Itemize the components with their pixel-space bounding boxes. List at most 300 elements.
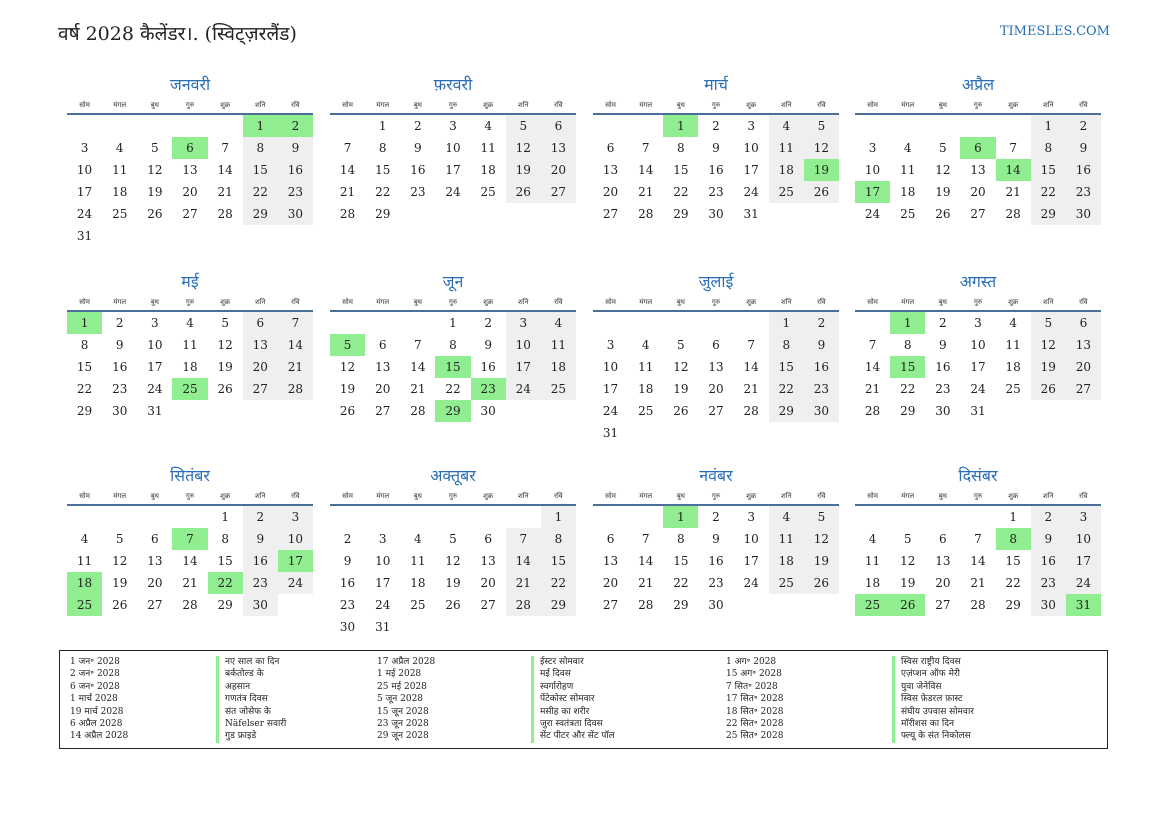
- day-cell: 6: [1066, 312, 1101, 334]
- day-cell: 10: [970, 338, 986, 352]
- day-cell: 21: [970, 576, 986, 590]
- day-cell: 11: [900, 163, 916, 177]
- empty-cell: [471, 506, 506, 528]
- day-cell: 3: [747, 119, 755, 133]
- day-cell: 16: [480, 360, 496, 374]
- holiday-day-cell: 14: [996, 159, 1031, 181]
- day-cell: 14: [410, 360, 426, 374]
- day-cell: 18: [182, 360, 198, 374]
- day-cell: 6: [606, 141, 615, 155]
- weekday-label: मंगल: [113, 100, 127, 109]
- holiday-day-cell: 1: [890, 312, 925, 334]
- weekday-header: [330, 97, 576, 115]
- day-cell: 14: [864, 360, 881, 374]
- holiday-name: फ्ल्यू के संत निकोलस: [901, 731, 971, 742]
- day-cell: 15: [76, 360, 93, 374]
- day-cell: 5: [903, 532, 912, 546]
- day-grid: [67, 115, 313, 247]
- day-cell: 18: [112, 185, 128, 199]
- empty-cell: [102, 115, 137, 137]
- day-cell: 28: [970, 598, 986, 612]
- day-cell: 8: [449, 338, 457, 352]
- day-cell: 11: [864, 554, 881, 568]
- day-cell: 18: [900, 185, 916, 199]
- day-cell: 10: [1066, 528, 1101, 550]
- day-cell: 19: [112, 576, 128, 590]
- day-cell: 27: [1066, 378, 1101, 400]
- day-cell: 8: [221, 532, 229, 546]
- day-cell: 27: [480, 598, 496, 612]
- day-cell: 13: [1066, 334, 1101, 356]
- day-cell: 2: [115, 316, 124, 330]
- day-cell: 23: [278, 181, 313, 203]
- day-cell: 16: [112, 360, 128, 374]
- day-cell: 24: [864, 207, 881, 221]
- holiday-day-cell: 23: [471, 378, 506, 400]
- holiday-date: 17 सित॰ 2028: [726, 694, 784, 705]
- weekday-label: मंगल: [376, 100, 390, 109]
- day-grid: [593, 115, 839, 225]
- weekday-label: शुक्र: [1008, 100, 1019, 109]
- empty-cell: [593, 115, 628, 137]
- day-cell: 4: [641, 338, 650, 352]
- holiday-date: 15 अग॰ 2028: [726, 669, 782, 680]
- day-cell: 3: [1066, 506, 1101, 528]
- day-cell: 13: [708, 360, 724, 374]
- day-cell: 20: [147, 576, 163, 590]
- day-cell: 20: [541, 159, 576, 181]
- page-title: वर्ष 2028 कैलेंडर।. (स्विट्ज़रलैंड): [58, 23, 297, 45]
- holiday-day-cell: 2: [278, 115, 313, 137]
- day-cell: 11: [1005, 338, 1021, 352]
- day-cell: 29: [217, 598, 233, 612]
- holiday-name: स्विस राष्ट्रीय दिवस: [901, 657, 961, 667]
- day-cell: 21: [410, 382, 426, 396]
- day-cell: 25: [1005, 382, 1021, 396]
- day-cell: 31: [147, 404, 163, 418]
- day-cell: 16: [1066, 159, 1101, 181]
- day-cell: 13: [970, 163, 986, 177]
- day-cell: 8: [769, 334, 804, 356]
- month-name: दिसंबर: [958, 466, 998, 485]
- day-cell: 4: [80, 532, 89, 546]
- holiday-name: संत जोसेफ के: [225, 706, 271, 717]
- day-cell: 24: [375, 598, 391, 612]
- day-cell: 12: [112, 554, 128, 568]
- weekday-label: रवि: [554, 100, 563, 109]
- day-cell: 1: [1031, 115, 1066, 137]
- weekday-label: शनि: [255, 100, 266, 109]
- holiday-name: संघीय उपवास सोमवार: [901, 706, 974, 717]
- day-cell: 3: [606, 338, 615, 352]
- day-cell: 5: [506, 115, 541, 137]
- holiday-day-cell: 7: [172, 528, 207, 550]
- day-cell: 21: [1005, 185, 1021, 199]
- day-grid: [67, 506, 313, 616]
- weekday-label: गुरु: [185, 297, 195, 306]
- day-cell: 16: [1031, 550, 1066, 572]
- holiday-day-cell: 18: [67, 572, 102, 594]
- day-cell: 28: [743, 404, 759, 418]
- day-cell: 9: [804, 334, 839, 356]
- day-cell: 15: [673, 163, 689, 177]
- day-cell: 27: [243, 378, 278, 400]
- day-cell: 20: [182, 185, 198, 199]
- empty-cell: [365, 506, 400, 528]
- day-cell: 10: [278, 528, 313, 550]
- day-cell: 22: [445, 382, 461, 396]
- holiday-day-cell: 19: [804, 159, 839, 181]
- holiday-names-col-2: [531, 656, 615, 743]
- day-cell: 12: [673, 360, 689, 374]
- day-cell: 30: [708, 598, 724, 612]
- weekday-label: रवि: [1079, 491, 1088, 500]
- day-cell: 27: [182, 207, 198, 221]
- weekday-label: गुरु: [973, 100, 983, 109]
- day-cell: 29: [769, 400, 804, 422]
- day-cell: 7: [414, 338, 422, 352]
- month-name: जुलाई: [698, 272, 734, 291]
- day-cell: 17: [743, 163, 759, 177]
- day-cell: 8: [677, 141, 685, 155]
- day-cell: 17: [970, 360, 986, 374]
- holiday-date: 1 मई 2028: [377, 669, 422, 680]
- day-cell: 16: [410, 163, 426, 177]
- day-cell: 19: [217, 360, 233, 374]
- day-cell: 21: [182, 576, 198, 590]
- holiday-day-cell: 8: [996, 528, 1031, 550]
- empty-cell: [855, 115, 890, 137]
- day-cell: 25: [541, 378, 576, 400]
- day-cell: 17: [375, 576, 391, 590]
- day-cell: 7: [641, 532, 650, 546]
- empty-cell: [925, 115, 960, 137]
- day-cell: 18: [769, 550, 804, 572]
- day-cell: 16: [935, 360, 951, 374]
- empty-cell: [67, 506, 102, 528]
- weekday-label: शुक्र: [746, 297, 757, 306]
- holiday-dates-col-2: [377, 656, 435, 743]
- day-cell: 8: [243, 137, 278, 159]
- day-cell: 25: [112, 207, 128, 221]
- day-cell: 28: [217, 207, 233, 221]
- weekday-label: शुक्र: [746, 100, 757, 109]
- month-name: नवंबर: [699, 466, 733, 485]
- holiday-name: मॉरीशस का दिन: [901, 718, 954, 729]
- day-cell: 18: [769, 159, 804, 181]
- weekday-label: सोम: [79, 100, 90, 109]
- day-cell: 26: [935, 207, 951, 221]
- holiday-date: 18 सित॰ 2028: [726, 706, 784, 717]
- day-cell: 19: [506, 159, 541, 181]
- day-cell: 11: [769, 528, 804, 550]
- day-cell: 31: [602, 426, 619, 440]
- holiday-date: 6 अप्रैल 2028: [70, 718, 123, 729]
- weekday-label: रवि: [817, 297, 826, 306]
- holiday-day-cell: 5: [330, 334, 365, 356]
- day-cell: 14: [638, 554, 654, 568]
- weekday-label: बुध: [676, 297, 685, 306]
- weekday-label: रवि: [291, 297, 300, 306]
- day-cell: 5: [1031, 312, 1066, 334]
- empty-cell: [628, 506, 663, 528]
- day-cell: 25: [410, 598, 426, 612]
- day-cell: 21: [638, 576, 654, 590]
- day-cell: 12: [445, 554, 461, 568]
- empty-cell: [330, 506, 365, 528]
- day-cell: 19: [339, 382, 356, 396]
- site-link[interactable]: TIMESLES.COM: [999, 24, 1110, 39]
- day-cell: 29: [76, 404, 93, 418]
- day-cell: 8: [1031, 137, 1066, 159]
- day-cell: 1: [541, 506, 576, 528]
- day-cell: 7: [343, 141, 352, 155]
- day-cell: 11: [541, 334, 576, 356]
- weekday-label: बुध: [413, 297, 422, 306]
- day-cell: 24: [147, 382, 163, 396]
- day-cell: 19: [673, 382, 689, 396]
- day-cell: 30: [804, 400, 839, 422]
- holiday-date: 5 जून 2028: [377, 694, 424, 705]
- day-cell: 2: [712, 119, 720, 133]
- day-cell: 31: [375, 620, 391, 634]
- weekday-label: मंगल: [639, 297, 653, 306]
- day-cell: 5: [221, 316, 229, 330]
- day-cell: 26: [673, 404, 689, 418]
- day-cell: 7: [747, 338, 755, 352]
- day-cell: 1: [221, 510, 229, 524]
- day-cell: 30: [112, 404, 128, 418]
- month-block: [330, 464, 576, 638]
- empty-cell: [890, 115, 925, 137]
- day-cell: 25: [900, 207, 916, 221]
- day-cell: 4: [769, 506, 804, 528]
- weekday-header: [67, 488, 313, 506]
- day-cell: 4: [769, 115, 804, 137]
- day-cell: 18: [480, 163, 496, 177]
- day-cell: 3: [278, 506, 313, 528]
- day-grid: [330, 312, 576, 422]
- weekday-label: गुरु: [448, 297, 458, 306]
- weekday-label: रवि: [1079, 100, 1088, 109]
- day-cell: 4: [868, 532, 877, 546]
- holiday-day-cell: 1: [663, 506, 698, 528]
- day-cell: 3: [80, 141, 89, 155]
- day-cell: 26: [804, 572, 839, 594]
- holiday-name: नए साल का दिन: [225, 657, 280, 667]
- day-cell: 6: [712, 338, 720, 352]
- day-cell: 10: [76, 163, 93, 177]
- holiday-date: 14 अप्रैल 2028: [70, 731, 129, 742]
- day-cell: 6: [541, 115, 576, 137]
- weekday-label: बुध: [938, 491, 947, 500]
- holiday-name: गुड फ्राइडे: [225, 731, 257, 742]
- day-cell: 1: [378, 119, 387, 133]
- day-cell: 20: [708, 382, 724, 396]
- day-cell: 30: [480, 404, 496, 418]
- day-cell: 10: [506, 334, 541, 356]
- day-cell: 17: [445, 163, 461, 177]
- weekday-label: शनि: [1043, 297, 1054, 306]
- day-cell: 21: [278, 356, 313, 378]
- day-cell: 29: [1031, 203, 1066, 225]
- month-name: मार्च: [704, 75, 728, 94]
- weekday-label: गुरु: [973, 297, 983, 306]
- day-cell: 9: [343, 554, 352, 568]
- weekday-label: गुरु: [711, 100, 721, 109]
- month-name: अप्रैल: [961, 75, 995, 94]
- month-block: [855, 464, 1101, 616]
- day-grid: [855, 506, 1101, 616]
- weekday-label: सोम: [79, 491, 90, 500]
- weekday-label: गुरु: [185, 100, 195, 109]
- weekday-label: बुध: [150, 297, 159, 306]
- weekday-header: [330, 488, 576, 506]
- day-cell: 21: [743, 382, 759, 396]
- day-cell: 5: [151, 141, 159, 155]
- holiday-date: 23 जून 2028: [377, 718, 429, 729]
- weekday-label: शुक्र: [746, 491, 757, 500]
- weekday-label: गुरु: [448, 100, 458, 109]
- weekday-header: [593, 97, 839, 115]
- day-cell: 1: [769, 312, 804, 334]
- day-cell: 17: [147, 360, 163, 374]
- day-cell: 11: [112, 163, 128, 177]
- weekday-label: सोम: [867, 297, 878, 306]
- holiday-name: सेंट पीटर और सेंट पॉल: [540, 731, 615, 742]
- day-cell: 19: [804, 550, 839, 572]
- weekday-label: बुध: [676, 100, 685, 109]
- weekday-label: शुक्र: [483, 297, 494, 306]
- day-cell: 24: [506, 378, 541, 400]
- day-cell: 9: [712, 141, 720, 155]
- day-cell: 31: [970, 404, 986, 418]
- weekday-label: मंगल: [901, 100, 915, 109]
- holiday-day-cell: 1: [67, 312, 102, 334]
- empty-cell: [960, 506, 995, 528]
- day-cell: 5: [449, 532, 457, 546]
- holiday-date: 22 सित॰ 2028: [726, 718, 784, 729]
- day-cell: 2: [1066, 115, 1101, 137]
- day-cell: 31: [743, 207, 759, 221]
- weekday-header: [330, 294, 576, 312]
- day-cell: 22: [1031, 181, 1066, 203]
- day-cell: 16: [243, 550, 278, 572]
- weekday-label: शनि: [781, 491, 792, 500]
- day-cell: 22: [375, 185, 391, 199]
- holiday-day-cell: 25: [67, 594, 102, 616]
- day-cell: 15: [243, 159, 278, 181]
- day-cell: 9: [484, 338, 492, 352]
- day-cell: 20: [935, 576, 951, 590]
- holiday-date: 17 अप्रैल 2028: [377, 657, 436, 667]
- day-cell: 3: [974, 316, 982, 330]
- day-cell: 24: [1066, 572, 1101, 594]
- day-cell: 3: [747, 510, 755, 524]
- day-cell: 20: [243, 356, 278, 378]
- day-cell: 14: [182, 554, 198, 568]
- day-cell: 23: [708, 185, 724, 199]
- day-cell: 2: [712, 510, 720, 524]
- month-block: [593, 464, 839, 616]
- day-cell: 31: [76, 229, 93, 243]
- holiday-day-cell: 22: [208, 572, 243, 594]
- day-cell: 7: [221, 141, 229, 155]
- holiday-date: 7 सित॰ 2028: [726, 681, 778, 692]
- day-cell: 1: [449, 316, 457, 330]
- day-cell: 10: [147, 338, 163, 352]
- weekday-header: [67, 294, 313, 312]
- day-cell: 4: [414, 532, 422, 546]
- day-cell: 24: [602, 404, 619, 418]
- month-block: [330, 73, 576, 225]
- month-block: [593, 73, 839, 225]
- day-cell: 28: [638, 598, 654, 612]
- day-cell: 13: [541, 137, 576, 159]
- weekday-label: बुध: [413, 491, 422, 500]
- weekday-label: मंगल: [113, 297, 127, 306]
- day-cell: 28: [506, 594, 541, 616]
- weekday-label: सोम: [867, 100, 878, 109]
- empty-cell: [330, 115, 365, 137]
- day-cell: 27: [147, 598, 163, 612]
- weekday-label: बुध: [676, 491, 685, 500]
- day-cell: 2: [484, 316, 492, 330]
- month-block: [67, 73, 313, 247]
- holiday-day-cell: 1: [663, 115, 698, 137]
- day-cell: 12: [935, 163, 951, 177]
- day-cell: 28: [339, 207, 356, 221]
- holiday-name: अहसान: [225, 681, 251, 692]
- day-cell: 26: [339, 404, 356, 418]
- weekday-header: [855, 488, 1101, 506]
- day-cell: 12: [804, 137, 839, 159]
- day-cell: 14: [217, 163, 233, 177]
- day-cell: 3: [449, 119, 457, 133]
- weekday-label: बुध: [938, 297, 947, 306]
- holiday-name: स्वर्गारोहण: [540, 681, 574, 692]
- day-cell: 19: [147, 185, 163, 199]
- day-cell: 5: [677, 338, 685, 352]
- day-cell: 14: [278, 334, 313, 356]
- holiday-day-cell: 15: [890, 356, 925, 378]
- day-cell: 2: [804, 312, 839, 334]
- day-cell: 9: [1066, 137, 1101, 159]
- weekday-label: बुध: [150, 100, 159, 109]
- day-cell: 9: [115, 338, 124, 352]
- day-cell: 30: [278, 203, 313, 225]
- holiday-name: स्विस फ़ेडरल फ़ास्ट: [901, 694, 963, 705]
- day-cell: 2: [939, 316, 947, 330]
- day-cell: 11: [410, 554, 426, 568]
- weekday-label: बुध: [150, 491, 159, 500]
- day-cell: 12: [804, 528, 839, 550]
- day-cell: 27: [375, 404, 391, 418]
- day-cell: 20: [602, 576, 619, 590]
- day-cell: 4: [186, 316, 194, 330]
- weekday-label: गुरु: [711, 491, 721, 500]
- month-name: सितंबर: [170, 466, 210, 485]
- day-cell: 15: [541, 550, 576, 572]
- day-cell: 29: [900, 404, 916, 418]
- weekday-label: सोम: [605, 100, 616, 109]
- day-grid: [855, 115, 1101, 225]
- day-cell: 3: [151, 316, 159, 330]
- day-cell: 11: [769, 137, 804, 159]
- day-cell: 24: [278, 572, 313, 594]
- day-cell: 12: [1031, 334, 1066, 356]
- day-cell: 7: [278, 312, 313, 334]
